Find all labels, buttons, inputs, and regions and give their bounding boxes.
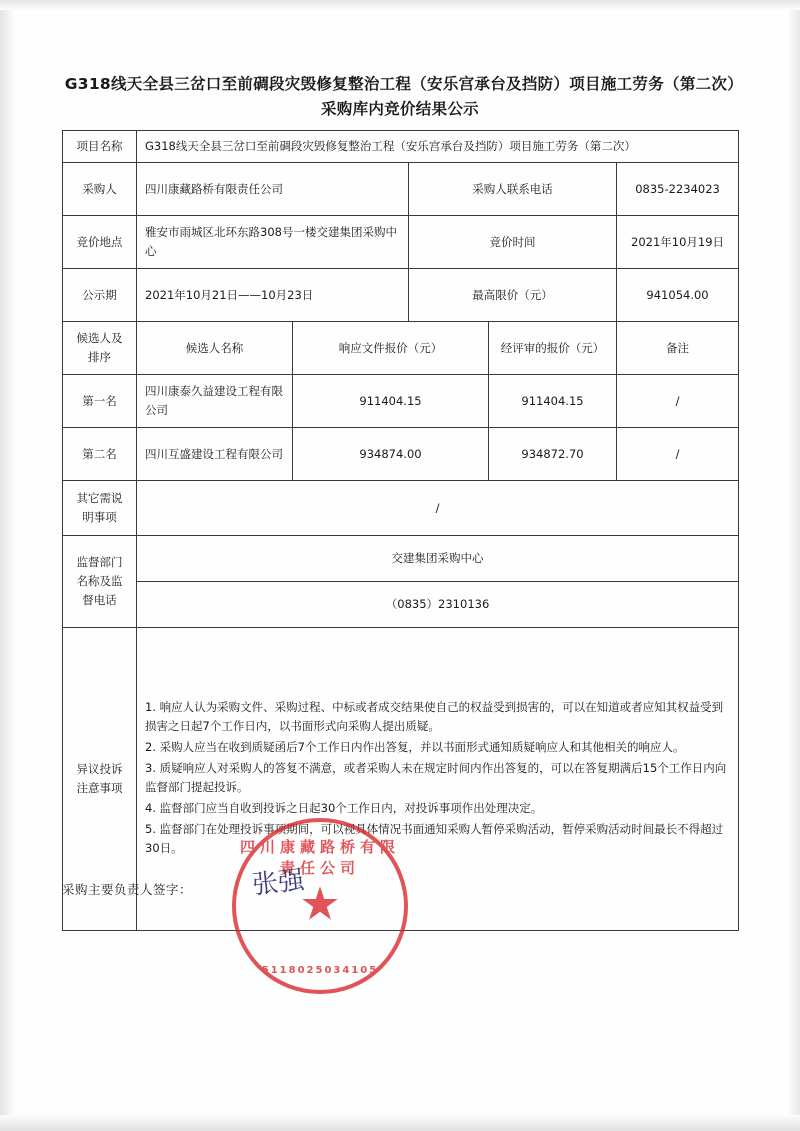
remark-label: 备注 bbox=[617, 322, 739, 375]
max-price-label: 最高限价（元） bbox=[409, 269, 617, 322]
seal-bottom-text: 5118025034105 bbox=[261, 965, 379, 976]
bid-time-label: 竞价时间 bbox=[409, 216, 617, 269]
project-name-value: G318线天全县三岔口至前碉段灾毁修复整治工程（安乐宫承台及挡防）项目施工劳务（第二次） bbox=[137, 131, 739, 163]
star-icon: ★ bbox=[299, 876, 341, 931]
page-title: G318线天全县三岔口至前碉段灾毁修复整治工程（安乐宫承台及挡防）项目施工劳务（第二次）采购库内竞价结果公示 bbox=[64, 75, 736, 118]
candidate-remark: / bbox=[617, 375, 739, 428]
table-row-supervisor-phone bbox=[63, 582, 739, 628]
scan-edge-left bbox=[0, 0, 14, 1131]
candidate-quote: 934874.00 bbox=[293, 428, 489, 481]
candidate-name-label: 候选人名称 bbox=[137, 322, 293, 375]
table-row-project-name bbox=[63, 131, 739, 163]
scan-edge-bottom bbox=[0, 1115, 800, 1131]
supervisor-name: 交建集团采购中心 bbox=[137, 536, 739, 582]
candidate-remark: / bbox=[617, 428, 739, 481]
other-label: 其它需说明事项 bbox=[63, 481, 137, 536]
candidate-rank: 第二名 bbox=[63, 428, 137, 481]
table-row-publicity bbox=[63, 269, 739, 322]
project-name-label: 项目名称 bbox=[63, 131, 137, 163]
scan-edge-top bbox=[0, 0, 800, 10]
table-row bbox=[63, 428, 739, 481]
table-row-other bbox=[63, 481, 739, 536]
candidate-rank-label: 候选人及排序 bbox=[63, 322, 137, 375]
announcement-table bbox=[62, 130, 739, 931]
candidate-reviewed-quote: 934872.70 bbox=[489, 428, 617, 481]
quote-label: 响应文件报价（元） bbox=[293, 322, 489, 375]
purchaser-phone-label: 采购人联系电话 bbox=[409, 163, 617, 216]
scan-edge-right bbox=[788, 0, 800, 1131]
candidate-name: 四川康泰久益建设工程有限公司 bbox=[137, 375, 293, 428]
table-row-purchaser bbox=[63, 163, 739, 216]
other-value: / bbox=[137, 481, 739, 536]
table-row-candidate-header bbox=[63, 322, 739, 375]
bid-place-label: 竞价地点 bbox=[63, 216, 137, 269]
objection-item: 3. 质疑响应人对采购人的答复不满意，或者采购人未在规定时间内作出答复的，可以在答复期满后15个工作日内向监督部门提起投诉。 bbox=[145, 761, 727, 794]
candidate-reviewed-quote: 911404.15 bbox=[489, 375, 617, 428]
objection-notes bbox=[137, 628, 739, 931]
bid-time-value: 2021年10月19日 bbox=[617, 216, 739, 269]
objection-item: 5. 监督部门在处理投诉事项期间，可以视具体情况书面通知采购人暂停采购活动，暂停采购活动时间最长不得超过30日。 bbox=[145, 822, 724, 855]
table-row-bid-place bbox=[63, 216, 739, 269]
table-row bbox=[63, 375, 739, 428]
publicity-period-label: 公示期 bbox=[63, 269, 137, 322]
supervisor-phone: （0835）2310136 bbox=[137, 582, 739, 628]
candidate-quote: 911404.15 bbox=[293, 375, 489, 428]
objection-label: 异议投诉注意事项 bbox=[63, 628, 137, 931]
purchaser-phone-value: 0835-2234023 bbox=[617, 163, 739, 216]
signature-label: 采购主要负责人签字： bbox=[62, 882, 193, 897]
objection-item: 2. 采购人应当在收到质疑函后7个工作日内作出答复，并以书面形式通知质疑响应人和其他相关的响应人。 bbox=[145, 740, 685, 754]
supervisor-label: 监督部门名称及监督电话 bbox=[63, 536, 137, 628]
candidate-name: 四川互盛建设工程有限公司 bbox=[137, 428, 293, 481]
objection-item: 4. 监督部门应当自收到投诉之日起30个工作日内，对投诉事项作出处理决定。 bbox=[145, 801, 543, 815]
objection-item: 1. 响应人认为采购文件、采购过程、中标或者成交结果使自己的权益受到损害的，可以在知道或者应知其权益受到损害之日起7个工作日内，以书面形式向采购人提出质疑。 bbox=[145, 700, 724, 733]
max-price-value: 941054.00 bbox=[617, 269, 739, 322]
purchaser-label: 采购人 bbox=[63, 163, 137, 216]
seal-top-text: 四川康藏路桥有限责任公司 bbox=[239, 838, 400, 877]
handwritten-signature: 张强 bbox=[250, 865, 306, 901]
table-row-supervisor-name bbox=[63, 536, 739, 582]
purchaser-value: 四川康藏路桥有限责任公司 bbox=[137, 163, 409, 216]
bid-place-value: 雅安市雨城区北环东路308号一楼交建集团采购中心 bbox=[137, 216, 409, 269]
reviewed-quote-label: 经评审的报价（元） bbox=[489, 322, 617, 375]
publicity-period-value: 2021年10月21日——10月23日 bbox=[137, 269, 409, 322]
candidate-rank: 第一名 bbox=[63, 375, 137, 428]
